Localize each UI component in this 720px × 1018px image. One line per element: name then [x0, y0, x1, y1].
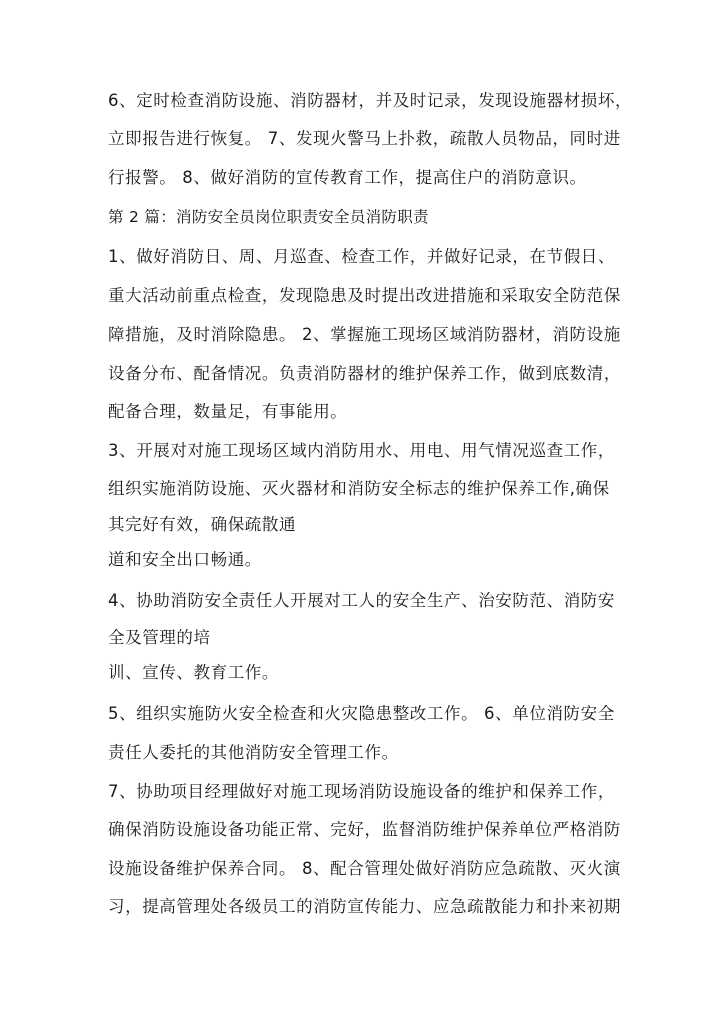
text-line: 5、组织实施防火安全检查和火灾隐患整改工作。 6、单位消防安全: [108, 704, 615, 723]
text-line: 训、宣传、教育工作。: [108, 663, 279, 682]
text-line: 道和安全出口畅通。: [108, 550, 262, 569]
text-line: 全及管理的培: [108, 628, 211, 647]
text-line: 重大活动前重点检查，发现隐患及时提出改进措施和采取安全防范保: [108, 286, 621, 305]
text-line: 障措施，及时消除隐患。 2、掌握施工现场区域消防器材，消防设施: [108, 325, 621, 344]
text-line: 确保消防设施设备功能正常、完好，监督消防维护保养单位严格消防: [108, 820, 621, 839]
text-line: 配备合理，数量足，有事能用。: [108, 402, 348, 421]
text-line: 7、协助项目经理做好对施工现场消防设施设备的维护和保养工作，: [108, 782, 615, 801]
text-line: 立即报告进行恢复。 7、发现火警马上扑救，疏散人员物品，同时进: [108, 129, 621, 148]
text-line: 1、做好消防日、周、月巡查、检查工作，并做好记录，在节假日、: [108, 247, 615, 266]
text-line: 责任人委托的其他消防安全管理工作。: [108, 743, 399, 762]
text-line: 习，提高管理处各级员工的消防宣传能力、应急疏散能力和扑来初期: [108, 897, 621, 916]
section-heading: 第 2 篇：消防安全员岗位职责安全员消防职责: [108, 208, 429, 226]
text-line: 其完好有效，确保疏散通: [108, 515, 297, 534]
text-line: 行报警。 8、做好消防的宣传教育工作，提高住户的消防意识。: [108, 168, 587, 187]
text-line: 6、定时检查消防设施、消防器材，并及时记录，发现设施器材损坏，: [108, 91, 633, 110]
text-line: 3、开展对对施工现场区域内消防用水、用电、用气情况巡查工作，: [108, 441, 615, 460]
text-line: 设备分布、配备情况。负责消防器材的维护保养工作，做到底数清，: [108, 364, 621, 383]
text-line: 4、协助消防安全责任人开展对工人的安全生产、治安防范、消防安: [108, 591, 615, 610]
text-line: 设施设备维护保养合同。 8、配合管理处做好消防应急疏散、灭火演: [108, 859, 621, 878]
text-line: 组织实施消防设施、灭火器材和消防安全标志的维护保养工作,确保: [108, 479, 610, 498]
